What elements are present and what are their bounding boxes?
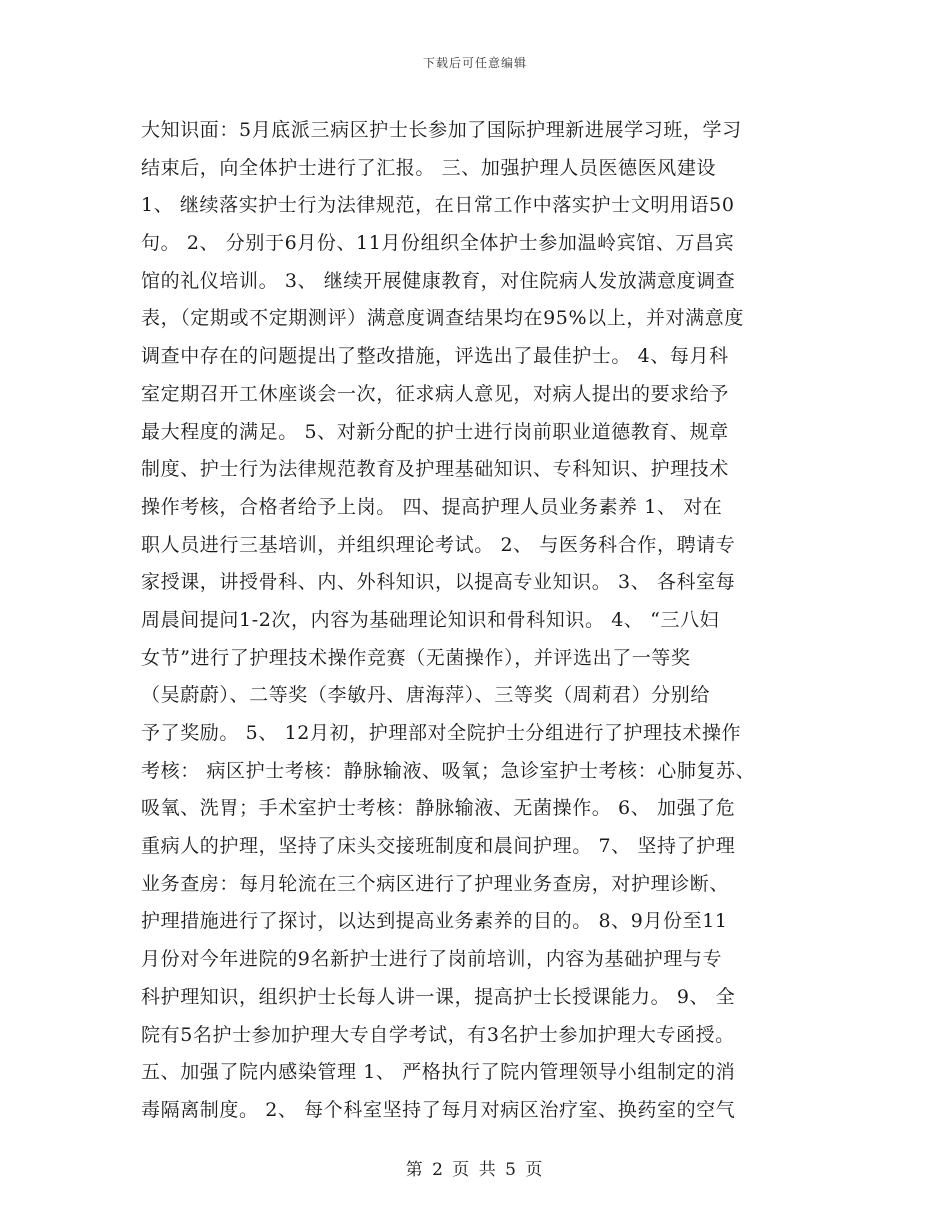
text-line: 制度、护士行为法律规范教育及护理基础知识、专科知识、护理技术 — [141, 458, 730, 481]
text-line: 护理措施进行了探讨，以达到提高业务素养的目的。 8、9月份至11 — [141, 910, 728, 933]
text-line: （吴蔚蔚）、二等奖（李敏丹、唐海萍）、三等奖（周莉君）分别给 — [141, 684, 711, 707]
text-line: 重病人的护理，坚持了床头交接班制度和晨间护理。 7、 坚持了护理 — [141, 835, 736, 858]
text-line: 予了奖励。 5、 12月初，护理部对全院护士分组进行了护理技术操作 — [141, 722, 742, 744]
text-line: 吸氧、洗胃；手术室护士考核：静脉输液、无菌操作。 6、 加强了危 — [141, 797, 736, 820]
text-line: 调查中存在的问题提出了整改措施，评选出了最佳护士。 4、每月科 — [141, 345, 729, 368]
text-line: 女节”进行了护理技术操作竞赛（无菌操作），并评选出了一等奖 — [141, 646, 691, 669]
text-line: 操作考核，合格者给予上岗。 四、提高护理人员业务素养 1、 对在 — [141, 495, 723, 518]
text-line: 结束后，向全体护士进行了汇报。 三、加强护理人员医德医风建设 — [141, 156, 717, 179]
text-line: 考核： 病区护士考核：静脉输液、吸氧；急诊室护士考核：心肺复苏、 — [141, 759, 756, 782]
text-line: 馆的礼仪培训。 3、 继续开展健康教育，对住院病人发放满意度调查 — [141, 269, 736, 292]
text-line: 家授课，讲授骨科、内、外科知识，以提高专业知识。 3、 各科室每 — [141, 571, 736, 594]
text-line: 五、加强了院内感染管理 1、 严格执行了院内管理领导小组制定的消 — [141, 1061, 736, 1084]
text-line: 室定期召开工休座谈会一次，征求病人意见，对病人提出的要求给予 — [141, 382, 730, 405]
text-line: 最大程度的满足。 5、对新分配的护士进行岗前职业道德教育、规章 — [141, 420, 729, 443]
page-header: 下载后可任意编辑 — [422, 56, 527, 70]
page-footer: 第 2 页 共 5 页 — [405, 1160, 545, 1180]
text-line: 表，（定期或不定期测评）满意度调查结果均在95%以上，并对满意度 — [141, 307, 744, 330]
text-line: 1、 继续落实护士行为法律规范，在日常工作中落实护士文明用语50 — [141, 194, 735, 217]
text-line: 业务查房：每月轮流在三个病区进行了护理业务查房，对护理诊断、 — [141, 872, 730, 895]
text-line: 科护理知识，组织护士长每人讲一课，提高护士长授课能力。 9、 全 — [141, 985, 736, 1008]
text-line: 职人员进行三基培训，并组织理论考试。 2、 与医务科合作，聘请专 — [141, 533, 736, 556]
text-line: 月份对今年进院的9名新护士进行了岗前培训，内容为基础护理与专 — [141, 948, 723, 971]
text-line: 大知识面：5月底派三病区护士长参加了国际护理新进展学习班，学习 — [141, 119, 742, 141]
text-line: 周晨间提问1-2次，内容为基础理论知识和骨科知识。 4、 “三八妇 — [141, 608, 720, 631]
text-line: 句。 2、 分别于6月份、11月份组织全体护士参加温岭宾馆、万昌宾 — [141, 232, 735, 255]
text-line: 毒隔离制度。 2、 每个科室坚持了每月对病区治疗室、换药室的空气 — [141, 1098, 736, 1121]
text-line: 院有5名护士参加护理大专自学考试，有3名护士参加护理大专函授。 — [141, 1023, 735, 1046]
body-text — [141, 112, 821, 1130]
